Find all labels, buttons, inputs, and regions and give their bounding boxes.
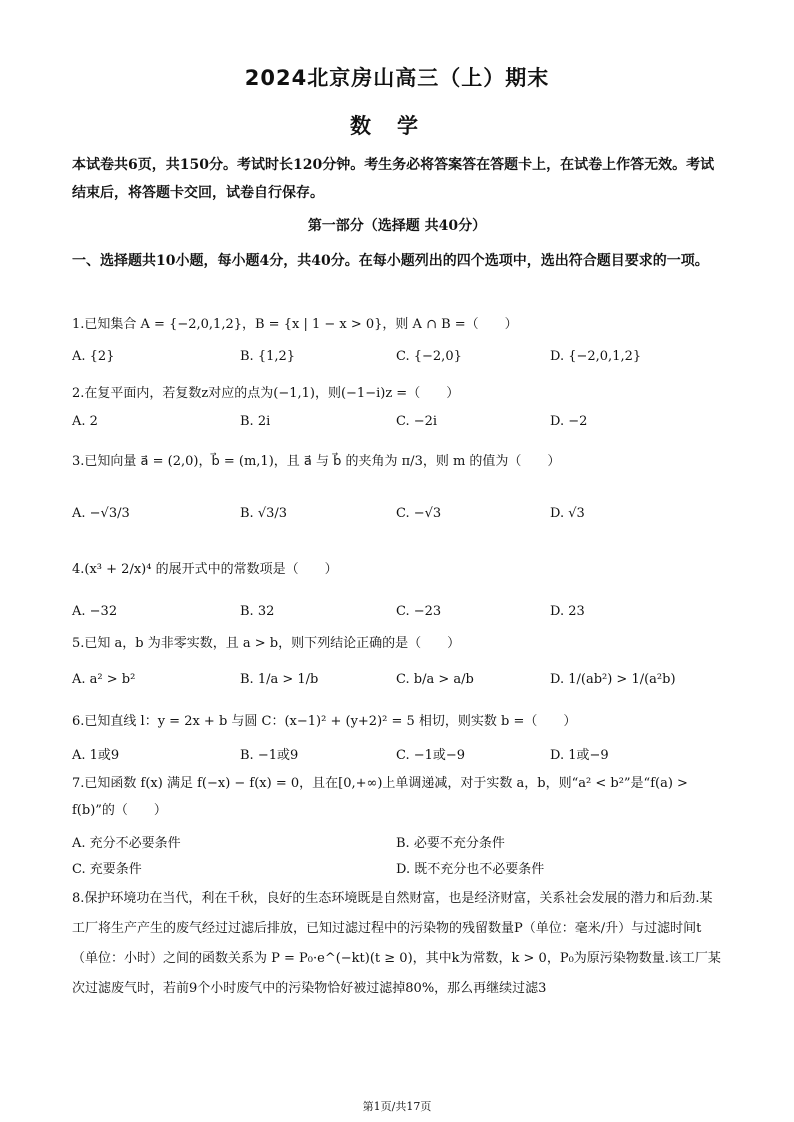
option-c: C. b/a > a/b <box>396 672 474 687</box>
option-b: B. 32 <box>240 604 275 619</box>
option-d: D. √3 <box>550 506 585 521</box>
question-3-options <box>72 506 722 532</box>
option-c: C. −1或−9 <box>396 748 466 763</box>
question-8-stem: 8.保护环境功在当代，利在千秋，良好的生态环境既是自然财富，也是经济财富，关系社会发展的潜力和后劲.某工厂将生产产生的废气经过过滤后排放，已知过滤过程中的污染物的残留数量P（单位：毫米/升）与过滤时间t（单位：小时）之间的函数关系为 P = P₀·e^(−kt)(t ≥ 0)，其中k为常数，k > 0，P₀为原污染物数量.该工厂某次过滤废气时，若前9个小时废气中的污染物恰好被过滤掉80%，那么再继续过滤3 <box>72 891 721 996</box>
question-5-stem: 5.已知 a，b 为非零实数，且 a > b，则下列结论正确的是（ ） <box>72 636 461 651</box>
option-a: A. {2} <box>72 349 115 364</box>
question-7-stem: 7.已知函数 f(x) 满足 f(−x) − f(x) = 0，且在[0,+∞)上单调递减，对于实数 a，b，则“a² < b²”是“f(a) > f(b)”的（ ） <box>72 776 688 818</box>
question-2-options <box>72 414 722 440</box>
option-b: B. {1,2} <box>240 349 296 364</box>
section-heading: 一、选择题共10小题，每小题4分，共40分。在每小题列出的四个选项中，选出符合题目要求的一项。 <box>72 253 709 269</box>
question-4-stem: 4.(x³ + 2/x)⁴ 的展开式中的常数项是（ ） <box>72 562 338 577</box>
option-b: B. 1/a > 1/b <box>240 672 319 687</box>
option-d: D. 1或−9 <box>550 748 609 763</box>
option-b: B. 必要不充分条件 <box>396 836 505 851</box>
option-d: D. {−2,0,1,2} <box>550 349 642 364</box>
option-a: A. −32 <box>72 604 118 619</box>
page-number: 第1页/共17页 <box>362 1100 432 1113</box>
question-7-options-row2 <box>72 858 722 884</box>
option-c: C. −√3 <box>396 506 442 521</box>
option-a: A. 2 <box>72 414 98 429</box>
option-b: B. 2i <box>240 414 271 429</box>
part-heading: 第一部分（选择题 共40分） <box>307 218 487 234</box>
question-1-stem: 1.已知集合 A = {−2,0,1,2}，B = {x | 1 − x > 0}，则 A ∩ B =（ ） <box>72 317 518 332</box>
exam-instructions: 本试卷共6页，共150分。考试时长120分钟。考生务必将答案答在答题卡上，在试卷上作答无效。考试结束后，将答题卡交回，试卷自行保存。 <box>72 157 715 201</box>
question-5-options <box>72 672 722 698</box>
option-a: A. 充分不必要条件 <box>72 836 181 851</box>
question-7-options-row1 <box>72 832 722 858</box>
option-d: D. −2 <box>550 414 588 429</box>
option-c: C. 充要条件 <box>72 862 142 877</box>
question-6-options <box>72 744 722 770</box>
option-c: C. −2i <box>396 414 438 429</box>
option-d: D. 1/(ab²) > 1/(a²b) <box>550 672 676 687</box>
option-a: A. a² > b² <box>72 672 136 687</box>
option-d: D. 23 <box>550 604 585 619</box>
subject-title: 数学 <box>350 114 444 138</box>
question-6-stem: 6.已知直线 l：y = 2x + b 与圆 C：(x−1)² + (y+2)² = 5 相切，则实数 b =（ ） <box>72 714 577 729</box>
option-c: C. {−2,0} <box>396 349 462 364</box>
question-3-stem: 3.已知向量 a⃗ = (2,0)，b⃗ = (m,1)，且 a⃗ 与 b⃗ 的夹角为 π/3，则 m 的值为（ ） <box>72 454 561 469</box>
question-4-options <box>72 604 722 630</box>
option-b: B. √3/3 <box>240 506 288 521</box>
option-a: A. −√3/3 <box>72 506 130 521</box>
option-c: C. −23 <box>396 604 442 619</box>
question-2-stem: 2.在复平面内，若复数z对应的点为(−1,1)，则(−1−i)z =（ ） <box>72 386 460 401</box>
option-a: A. 1或9 <box>72 748 120 763</box>
question-1-options <box>72 349 722 375</box>
option-d: D. 既不充分也不必要条件 <box>396 862 545 877</box>
option-b: B. −1或9 <box>240 748 299 763</box>
exam-title: 2024北京房山高三（上）期末 <box>244 66 550 90</box>
